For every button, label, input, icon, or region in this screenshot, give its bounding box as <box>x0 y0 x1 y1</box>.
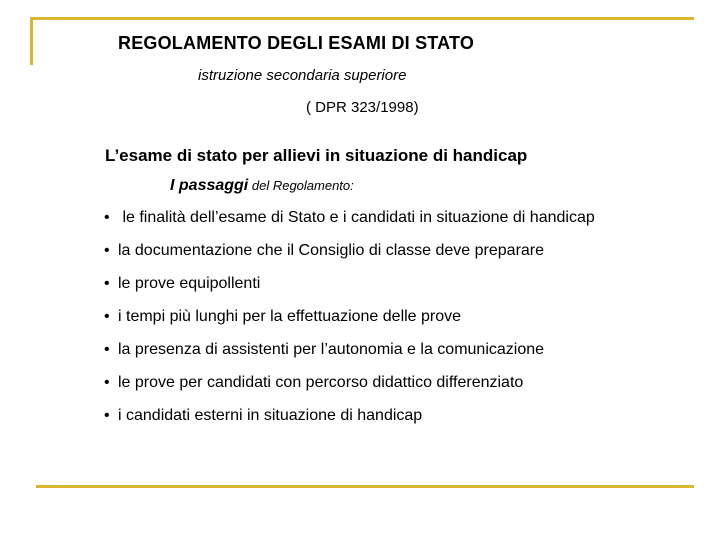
bullet-icon: • <box>104 374 110 391</box>
bullet-icon: • <box>104 275 110 292</box>
list-item-text: le prove equipollenti <box>118 275 261 292</box>
top-accent-rule <box>30 17 694 20</box>
list-item-text: i candidati esterni in situazione di handicap <box>118 407 423 424</box>
bullet-icon: • <box>104 407 110 424</box>
list-item-text: le finalità dell’esame di Stato e i candidati in situazione di handicap <box>118 209 595 226</box>
section-heading: L’esame di stato per allievi in situazione di handicap <box>105 146 528 165</box>
bottom-accent-rule <box>36 485 694 488</box>
passages-rest-text: del Regolamento: <box>248 178 354 193</box>
passages-caption <box>170 177 354 195</box>
list-item <box>104 242 595 275</box>
list-item <box>104 275 595 308</box>
list-item-text: la documentazione che il Consiglio di classe deve preparare <box>118 242 545 259</box>
list-item <box>104 308 595 341</box>
page-subtitle: istruzione secondaria superiore <box>198 67 407 84</box>
list-item <box>104 209 595 242</box>
left-accent-rule <box>30 17 33 65</box>
passages-main-text: I passaggi <box>170 177 249 194</box>
decree-reference: ( DPR 323/1998) <box>306 99 419 116</box>
list-item-text: le prove per candidati con percorso didattico differenziato <box>118 374 524 391</box>
list-item-text: la presenza di assistenti per l’autonomia e la comunicazione <box>118 341 545 358</box>
list-item <box>104 374 595 407</box>
list-item <box>104 407 595 440</box>
bullet-icon: • <box>104 341 110 358</box>
bullet-icon: • <box>104 242 110 259</box>
list-item <box>104 341 595 374</box>
bullet-icon: • <box>104 209 110 226</box>
bullet-icon: • <box>104 308 110 325</box>
bullet-list <box>104 209 595 440</box>
page-title: REGOLAMENTO DEGLI ESAMI DI STATO <box>118 33 475 53</box>
list-item-text: i tempi più lunghi per la effettuazione delle prove <box>118 308 462 325</box>
